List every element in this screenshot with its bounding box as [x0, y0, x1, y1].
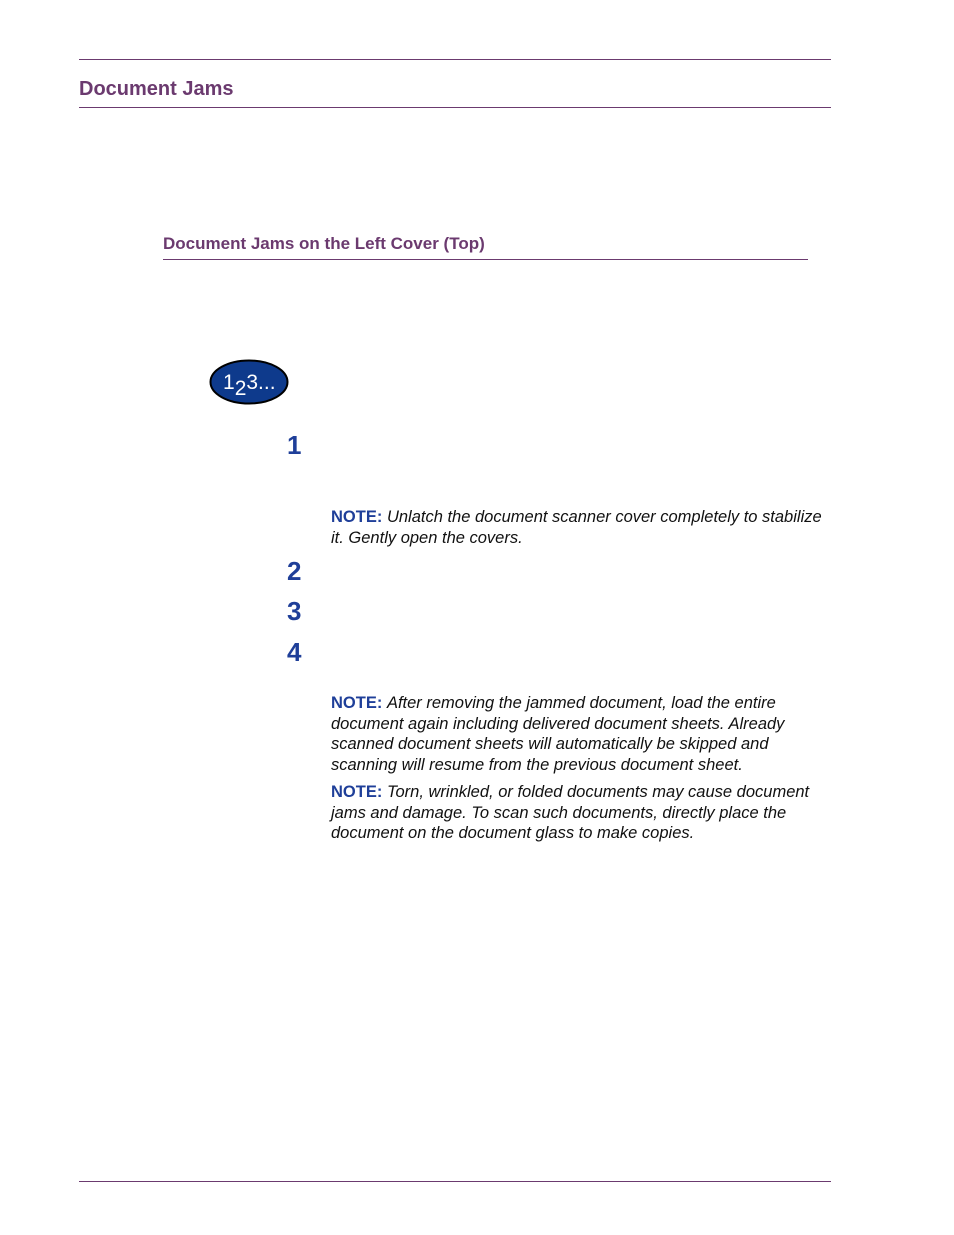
- page-title: Document Jams: [79, 78, 234, 100]
- top-rule: [79, 59, 831, 60]
- procedure-badge-icon: [209, 359, 289, 405]
- note: [331, 693, 831, 775]
- note: [331, 507, 831, 548]
- note-text: After removing the jammed document, load the entire document again including delivered document sheets. Already scanned document sheets will automatically be skipped and scanning will resume from the previous document sheet.: [331, 694, 785, 774]
- footer-rule: [79, 1181, 831, 1182]
- step-number: 4: [287, 637, 302, 667]
- step-number: 2: [287, 556, 302, 586]
- note-label: NOTE:: [331, 694, 383, 712]
- note-text: Torn, wrinkled, or folded documents may cause document jams and damage. To scan such documents, directly place the document on the document glass to make copies.: [331, 783, 810, 842]
- step-number: 1: [287, 430, 302, 460]
- title-underline: [79, 107, 831, 108]
- note-text: Unlatch the document scanner cover completely to stabilize it. Gently open the covers.: [331, 508, 822, 547]
- note-label: NOTE:: [331, 508, 383, 526]
- note: [331, 782, 831, 844]
- section-underline: [163, 259, 808, 260]
- section-heading: Document Jams on the Left Cover (Top): [163, 234, 485, 253]
- note-label: NOTE:: [331, 783, 383, 801]
- step-number: 3: [287, 596, 302, 626]
- badge-text: 123...: [223, 371, 276, 400]
